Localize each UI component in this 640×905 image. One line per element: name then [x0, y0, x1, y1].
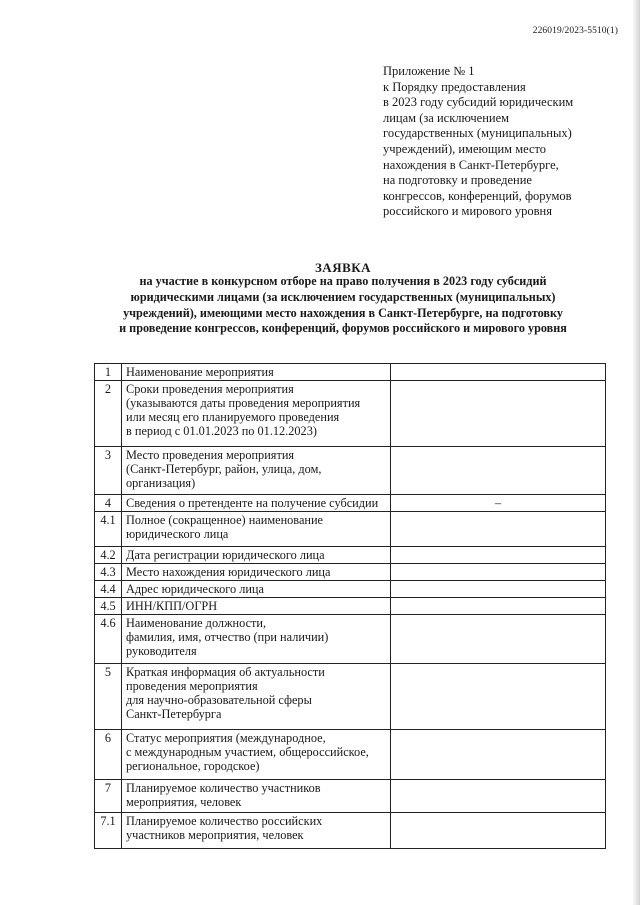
- table-row: [95, 581, 606, 598]
- row-label-line: мероприятия, человек: [126, 795, 242, 809]
- row-label: [122, 813, 391, 849]
- row-value-field[interactable]: [391, 730, 606, 780]
- row-value-field[interactable]: [391, 581, 606, 598]
- row-value-field[interactable]: [391, 512, 606, 547]
- row-label-line: Наименование мероприятия: [126, 365, 274, 379]
- row-label-line: (Санкт-Петербург, район, улица, дом,: [126, 462, 322, 476]
- row-label-line: Дата регистрации юридического лица: [126, 548, 325, 562]
- row-label-line: Место нахождения юридического лица: [126, 565, 331, 579]
- form-title: ЗАЯВКА: [314, 260, 372, 275]
- row-value-field[interactable]: [391, 598, 606, 615]
- row-label-line: в период с 01.01.2023 по 01.12.2023): [126, 424, 317, 438]
- table-row: [95, 730, 606, 780]
- row-number: 4: [95, 495, 122, 512]
- row-label: [122, 730, 391, 780]
- appendix-line: на подготовку и проведение: [383, 173, 532, 188]
- table-row: [95, 364, 606, 381]
- application-form-table: [94, 363, 606, 849]
- row-label-line: Планируемое количество российских: [126, 814, 323, 828]
- appendix-line: российского и мирового уровня: [383, 204, 552, 219]
- row-label: [122, 447, 391, 495]
- row-value-field[interactable]: [391, 547, 606, 564]
- row-label-line: Статус мероприятия (международное,: [126, 731, 326, 745]
- appendix-line: государственных (муниципальных): [383, 126, 572, 141]
- row-label: [122, 381, 391, 447]
- table-row: [95, 512, 606, 547]
- appendix-line: учреждений), имеющим место: [383, 141, 547, 156]
- appendix-header: [383, 64, 573, 220]
- appendix-line: к Порядку предоставления: [383, 79, 526, 94]
- row-label-line: (указываются даты проведения мероприятия: [126, 396, 361, 410]
- row-number: 7: [95, 780, 122, 813]
- row-label: [122, 598, 391, 615]
- subtitle-line: учреждений), имеющими место нахождения в Санкт-Петербурге, на подготовку: [123, 305, 563, 320]
- row-label: [122, 564, 391, 581]
- row-label: [122, 615, 391, 664]
- appendix-line: нахождения в Санкт-Петербурге,: [383, 157, 559, 172]
- row-label: [122, 495, 391, 512]
- appendix-line: в 2023 году субсидий юридическим: [383, 95, 574, 110]
- row-label-line: участников мероприятия, человек: [126, 828, 304, 842]
- form-subtitle: [20, 274, 640, 337]
- row-label-line: Место проведения мероприятия: [126, 448, 295, 462]
- row-label: [122, 547, 391, 564]
- row-value-field[interactable]: –: [391, 495, 606, 512]
- row-label: [122, 364, 391, 381]
- row-label-line: Сведения о претенденте на получение субсидии: [126, 496, 379, 510]
- row-value-field[interactable]: [391, 780, 606, 813]
- table-row: [95, 564, 606, 581]
- table-row: [95, 547, 606, 564]
- row-label: [122, 581, 391, 598]
- appendix-line: конгрессов, конференций, форумов: [383, 188, 572, 203]
- row-label-line: Наименование должности,: [126, 616, 267, 630]
- row-number: 5: [95, 664, 122, 730]
- row-label: [122, 780, 391, 813]
- appendix-line: лицам (за исключением: [383, 110, 510, 125]
- appendix-line: Приложение № 1: [383, 64, 475, 78]
- document-registration-number: 226019/2023-5510(1): [532, 26, 618, 36]
- row-value-field[interactable]: [391, 615, 606, 664]
- row-label-line: Полное (сокращенное) наименование: [126, 513, 324, 527]
- row-label-line: Санкт-Петербурга: [126, 707, 222, 721]
- row-label-line: ИНН/КПП/ОГРН: [126, 599, 218, 613]
- table-row: [95, 598, 606, 615]
- row-number: 4.1: [95, 512, 122, 547]
- row-label-line: Краткая информация об актуальности: [126, 665, 325, 679]
- row-label-line: Адрес юридического лица: [126, 582, 264, 596]
- row-number: 4.3: [95, 564, 122, 581]
- table-row: [95, 615, 606, 664]
- row-label: [122, 664, 391, 730]
- row-label-line: с международным участием, общероссийское,: [126, 745, 369, 759]
- row-value-field[interactable]: [391, 564, 606, 581]
- row-label: [122, 512, 391, 547]
- row-number: 4.6: [95, 615, 122, 664]
- row-number: 4.5: [95, 598, 122, 615]
- row-value-field[interactable]: [391, 447, 606, 495]
- row-number: 2: [95, 381, 122, 447]
- row-number: 1: [95, 364, 122, 381]
- subtitle-line: юридическими лицами (за исключением государственных (муниципальных): [130, 289, 556, 304]
- row-value-field[interactable]: [391, 381, 606, 447]
- table-row: [95, 664, 606, 730]
- row-label-line: Планируемое количество участников: [126, 781, 321, 795]
- row-label-line: руководителя: [126, 644, 197, 658]
- row-number: 6: [95, 730, 122, 780]
- row-label-line: Сроки проведения мероприятия: [126, 382, 294, 396]
- row-number: 4.2: [95, 547, 122, 564]
- scan-edge-shadow: [632, 0, 640, 905]
- row-number: 4.4: [95, 581, 122, 598]
- row-number: 3: [95, 447, 122, 495]
- row-label-line: региональное, городское): [126, 759, 260, 773]
- row-label-line: организация): [126, 476, 196, 490]
- row-label-line: или месяц его планируемого проведения: [126, 410, 340, 424]
- row-value-field[interactable]: [391, 364, 606, 381]
- row-value-field[interactable]: [391, 813, 606, 849]
- table-row: [95, 381, 606, 447]
- row-label-line: юридического лица: [126, 527, 229, 541]
- row-label-line: проведения мероприятия: [126, 679, 258, 693]
- subtitle-line: и проведение конгрессов, конференций, форумов российского и мирового уровня: [119, 321, 567, 336]
- subtitle-line: на участие в конкурсном отборе на право получения в 2023 году субсидий: [139, 274, 547, 288]
- table-row: [95, 447, 606, 495]
- row-value-field[interactable]: [391, 664, 606, 730]
- table-row: [95, 813, 606, 849]
- table-row: [95, 780, 606, 813]
- row-label-line: фамилия, имя, отчество (при наличии): [126, 630, 329, 644]
- table-row: [95, 495, 606, 512]
- row-label-line: для научно-образовательной сферы: [126, 693, 312, 707]
- row-number: 7.1: [95, 813, 122, 849]
